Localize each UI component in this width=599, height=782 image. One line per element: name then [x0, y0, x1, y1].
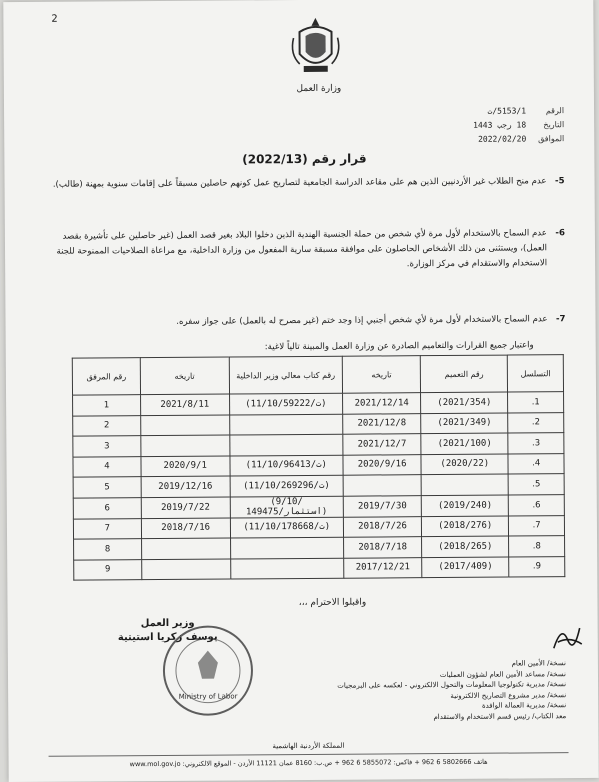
jordan-crest-icon — [285, 14, 345, 78]
minister-name: يوسف زكريا استيتية — [117, 631, 218, 644]
cell-date2 — [140, 415, 229, 436]
cell-date2: 2018/7/16 — [141, 517, 230, 538]
cell-serial: 2. — [508, 412, 564, 433]
cell-date1: 2018/7/26 — [343, 516, 421, 537]
cell-attachment: 4 — [73, 456, 141, 477]
document-meta — [444, 104, 564, 147]
copies-list — [206, 658, 566, 724]
cell-date2: 2020/9/1 — [141, 456, 230, 477]
cell-attachment: 5 — [73, 477, 141, 498]
cell-serial: 1. — [508, 392, 564, 413]
decision-title: قرار رقم (2022/13) — [242, 151, 367, 167]
copy-line: نسخة/ مساعد الأمين العام لشؤون العمليات — [439, 669, 567, 679]
table-row — [74, 556, 565, 580]
cell-date2: 2019/12/16 — [141, 476, 230, 497]
header-circular-no: رقم التعميم — [420, 355, 507, 393]
cell-circular: (2020/22) — [421, 454, 508, 475]
cell-serial: 7. — [509, 515, 565, 536]
cell-date1: 2019/7/30 — [343, 495, 421, 517]
item-number: 5- — [554, 176, 565, 187]
cell-date2 — [141, 538, 230, 559]
cell-date1 — [343, 475, 421, 496]
cell-attachment: 3 — [73, 436, 141, 457]
cell-attachment: 2 — [73, 415, 141, 436]
copy-line: نسخة/ الأمين العام — [511, 659, 566, 668]
cell-date2: 2019/7/22 — [141, 496, 230, 518]
table-header-row — [72, 355, 563, 395]
cell-date1: 2021/12/7 — [343, 434, 421, 455]
cell-date1: 2018/7/18 — [344, 537, 422, 558]
header-attachment: رقم المرفق — [72, 358, 140, 395]
cell-date1: 2017/12/21 — [344, 557, 422, 578]
cell-circular: (2018/265) — [422, 536, 509, 557]
cell-serial: 8. — [509, 536, 565, 557]
cell-letter: (9/10/استثمار/149475) — [230, 496, 344, 518]
item-text: عدم السماح بالاستخدام لأول مرة لأي شخص من حملة الجنسية الهندية الذين دخلوا البلاد بغير قصد العمل (غير حاصلين على تأشيرة بقصد العمل)، ويستثنى من ذلك الأشخاص الحاصلون على موافقة مسبقة سارية المفعول من وزارة الداخلية، مع مراعاة الصلاحيات الممنوحة للجنة الاستخدام والاستقدام في مركز الوزارة. — [56, 228, 548, 270]
cell-circular — [421, 474, 508, 495]
cell-circular: (2021/349) — [421, 413, 508, 434]
cell-letter: (11/10/ت/269296) — [230, 475, 344, 496]
cell-letter: (11/10/ت/178668) — [230, 517, 344, 538]
annulled-reference-line: واعتبار جميع القرارات والتعاميم الصادرة عن وزارة العمل والمبينة تالياً لاغية: — [264, 340, 534, 353]
decision-item-5 — [45, 174, 565, 193]
meta-ref-row — [444, 104, 564, 119]
cell-letter: (11/10/ت/96413) — [230, 455, 344, 476]
handwritten-signature-icon — [548, 618, 588, 658]
date-label: التاريخ — [543, 120, 565, 130]
ref-label: الرقم — [545, 106, 565, 116]
cell-date2 — [141, 435, 230, 456]
item-text: عدم السماح بالاستخدام لأول مرة لأي شخص أجنبي إذا وجد ختم (غير مصرح له بالعمل) على جواز سفره. — [176, 314, 548, 327]
ministry-name: وزارة العمل — [296, 83, 342, 95]
cell-attachment: 7 — [73, 518, 141, 539]
cell-date1: 2021/12/14 — [343, 393, 421, 414]
document-sheet — [3, 0, 598, 782]
cell-circular: (2017/409) — [422, 557, 509, 578]
cell-attachment: 8 — [74, 539, 142, 560]
copy-line: نسخة/ مدير مشروع التصاريح الالكترونية — [450, 690, 567, 700]
cell-letter — [229, 414, 343, 435]
closing-line: واقبلوا الاحترام ،،، — [298, 597, 367, 609]
cell-attachment: 6 — [73, 497, 141, 518]
cell-attachment: 1 — [73, 395, 141, 416]
copy-line: نسخة/ مديرية تكنولوجيا المعلومات والتحول الالكتروني - لعكسه على البرمجيات — [337, 680, 567, 690]
cell-serial: 6. — [509, 494, 565, 515]
cell-date1: 2020/9/16 — [343, 454, 421, 475]
cell-date2 — [142, 558, 231, 579]
kingdom-name: المملكة الأردنية الهاشمية — [272, 741, 345, 751]
gregorian-date: 2022/02/20 — [478, 134, 527, 144]
header-date2: تاريخه — [140, 357, 229, 395]
item-number: 7- — [555, 314, 566, 325]
cell-letter — [229, 434, 343, 455]
hijri-date: 18 رجب 1443 — [473, 120, 527, 130]
cell-circular: (2019/240) — [421, 495, 508, 517]
item-text: عدم منح الطلاب غير الأردنيين الذين هم على مقاعد الدراسة الجامعية لتصاريح عمل كونهم حاصلين مسبقاً على إقامات سنوية بمهنة (طالب). — [52, 176, 547, 190]
cell-serial: 5. — [508, 474, 564, 495]
cell-attachment: 9 — [74, 559, 142, 580]
cell-circular: (2018/276) — [422, 516, 509, 537]
cell-letter — [230, 558, 344, 579]
copy-line: معد الكتاب/ رئيس قسم الاستخدام والاستقدام — [433, 711, 567, 721]
cell-letter: (11/10/ت/59222) — [229, 393, 343, 414]
ref-value: 5153/1/ت — [487, 106, 527, 116]
decision-item-7 — [45, 312, 565, 331]
header-interior-letter: رقم كتاب معالي وزير الداخلية — [229, 356, 343, 394]
cell-serial: 9. — [509, 556, 565, 577]
cell-letter — [230, 537, 344, 558]
meta-date-row — [444, 118, 564, 133]
minister-title: وزير العمل — [140, 617, 195, 630]
cell-circular: (2021/100) — [421, 433, 508, 454]
cell-circular: (2021/354) — [421, 392, 508, 413]
copy-line: نسخة/ مديرية العمالة الوافدة — [481, 701, 567, 710]
cell-date2: 2021/8/11 — [140, 394, 229, 415]
meta-gregorian-row — [444, 132, 564, 147]
cell-date1: 2021/12/8 — [343, 413, 421, 434]
item-number: 6- — [555, 228, 565, 239]
contact-footer: هاتف 5802666 6 962 + فاكس: 5855072 6 962 + ص.ب: 8160 عمان 11121 الأردن - الموقع الالكتروني: www.mol.gov.jo — [49, 752, 569, 769]
header-serial: التسلسل — [508, 355, 564, 392]
page-number: 2 — [51, 13, 58, 25]
cell-serial: 3. — [508, 433, 564, 454]
header-date1: تاريخه — [342, 356, 420, 394]
stamp-text: Ministry of Labor — [178, 692, 238, 701]
decision-item-6 — [45, 226, 565, 275]
gregorian-label: الموافق — [538, 134, 565, 144]
cell-serial: 4. — [508, 453, 564, 474]
annulled-documents-table — [72, 354, 566, 580]
